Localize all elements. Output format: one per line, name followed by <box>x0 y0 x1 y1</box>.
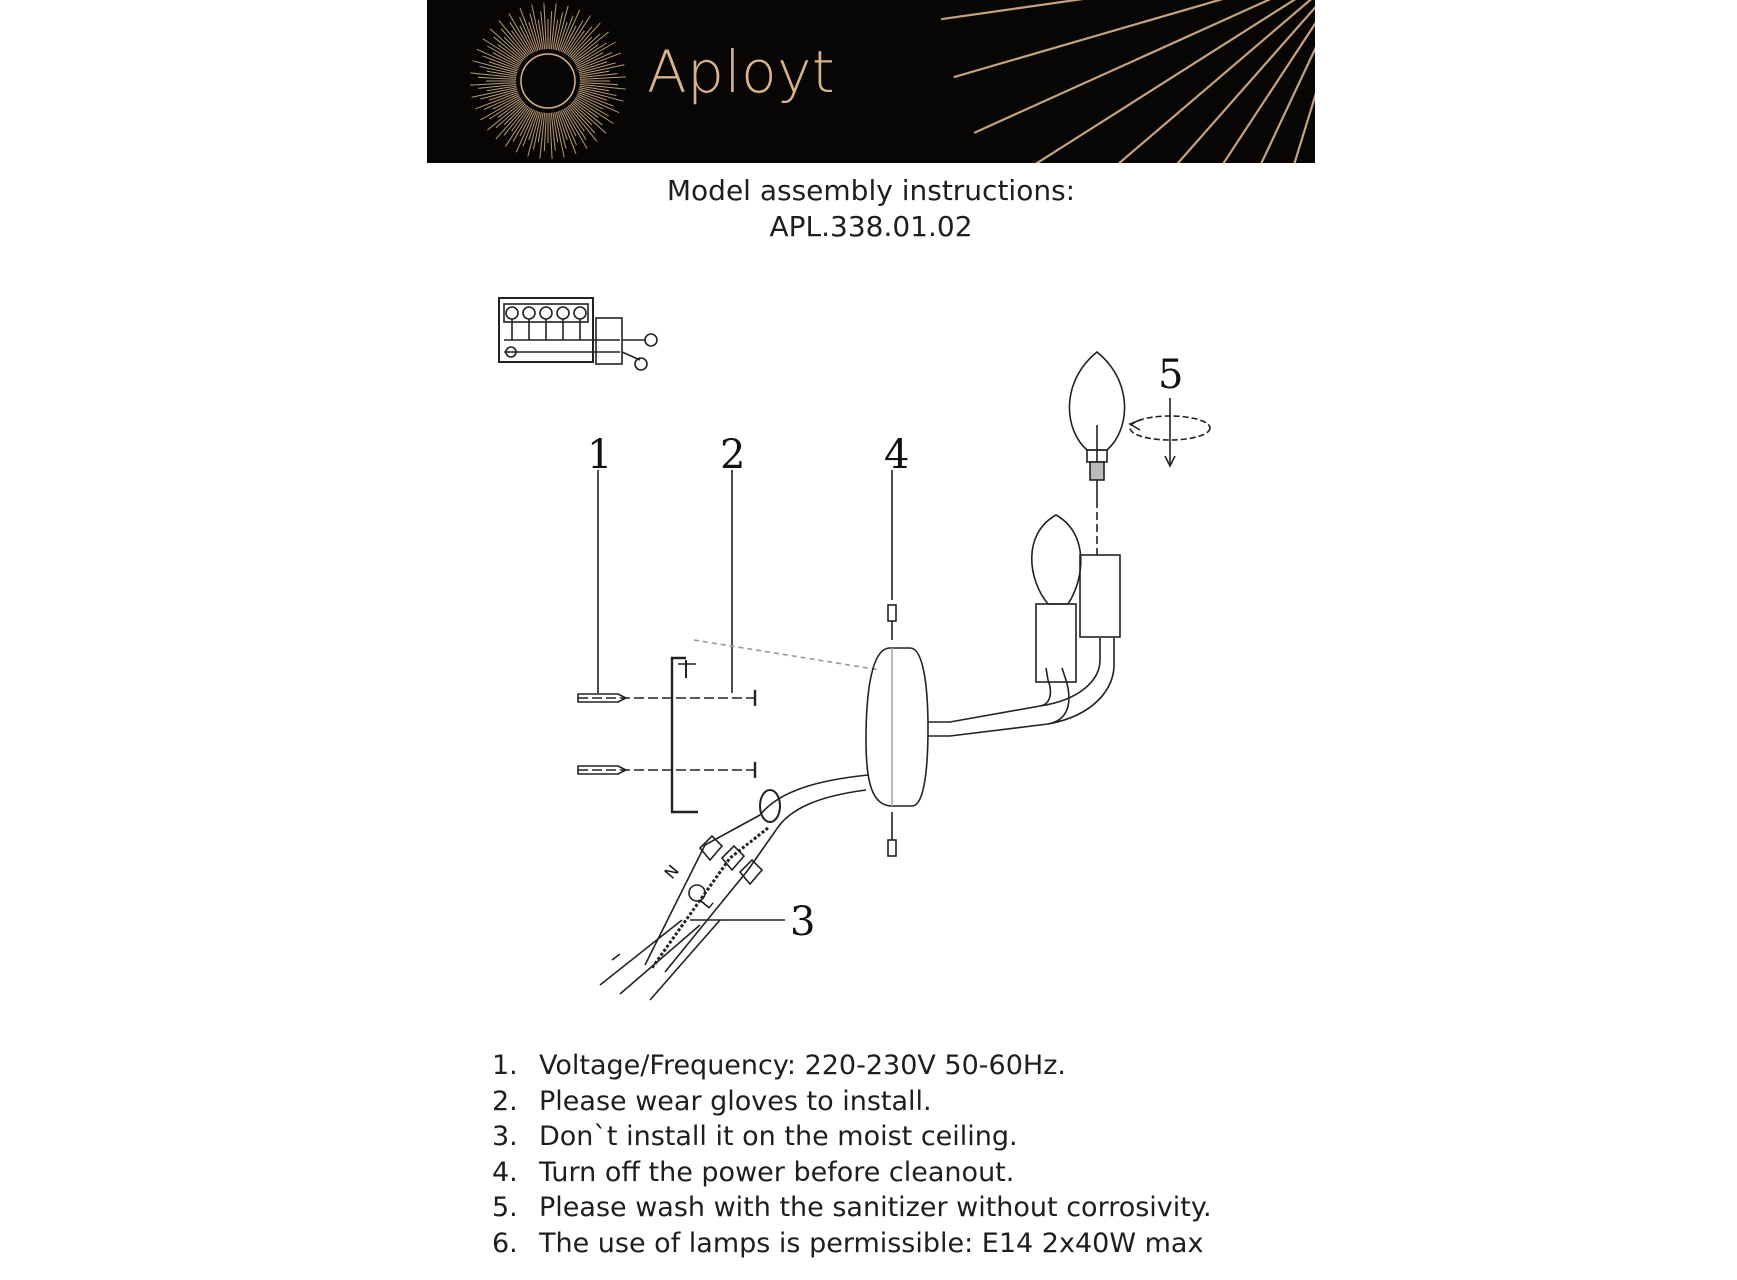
wires-and-terminals <box>600 775 868 1000</box>
list-item-number: 2. <box>492 1085 518 1117</box>
callout-1: 1 <box>587 432 613 478</box>
callout-4: 4 <box>884 432 910 478</box>
list-item <box>492 1048 1212 1084</box>
rotate-arrow-icon <box>1130 398 1210 466</box>
mounting-bracket <box>672 640 880 812</box>
page-title: Model assembly instructions: <box>666 174 1076 207</box>
callout-2: 2 <box>720 432 746 478</box>
list-item <box>492 1226 1212 1262</box>
list-item <box>492 1084 1212 1120</box>
lamp-holder-lower <box>1032 515 1081 682</box>
list-item <box>492 1119 1212 1155</box>
list-item-text: Turn off the power before cleanout. <box>539 1156 1015 1188</box>
list-item-number: 1. <box>492 1050 518 1081</box>
wire-label-l: L <box>696 893 717 913</box>
list-item-text: Please wash with the sanitizer without corrosivity. <box>539 1192 1212 1223</box>
callout-3: 3 <box>790 899 816 945</box>
list-item-text: Voltage/Frequency: 220-230V 50-60Hz. <box>539 1050 1066 1081</box>
list-item-text: Don`t install it on the moist ceiling. <box>539 1121 1018 1152</box>
list-item-number: 3. <box>492 1121 518 1152</box>
wire-label-n: N <box>660 861 683 883</box>
lamp-holder-upper <box>1080 500 1120 637</box>
list-item <box>492 1190 1212 1226</box>
canopy-plate <box>866 648 928 806</box>
wall-anchors <box>578 690 755 778</box>
callout-5: 5 <box>1158 352 1184 398</box>
lamp-arms <box>928 638 1114 736</box>
list-item-text: Please wear gloves to install. <box>539 1085 932 1117</box>
model-number: APL.338.01.02 <box>769 210 973 243</box>
list-item-number: 5. <box>492 1192 518 1223</box>
list-item-number: 4. <box>492 1156 518 1188</box>
list-item-text: The use of lamps is permissible: E14 2x40W max <box>539 1227 1204 1259</box>
list-item <box>492 1155 1212 1191</box>
terminal-block-icon <box>499 298 657 370</box>
safety-notes-list <box>492 1048 1212 1261</box>
list-item-number: 6. <box>492 1227 518 1259</box>
brand-logo-text: Aployt <box>647 38 836 106</box>
